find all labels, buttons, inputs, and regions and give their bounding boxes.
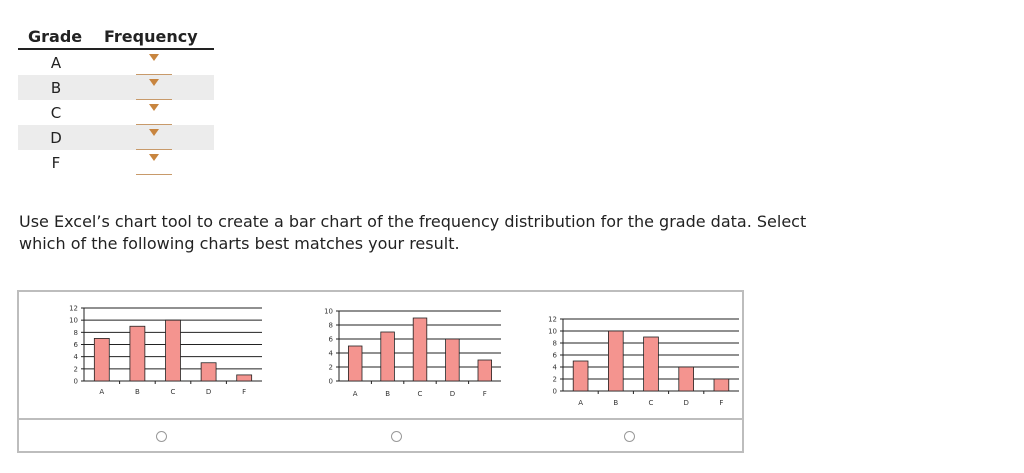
y-tick-label: 8 (328, 321, 333, 330)
x-tick-label: D (683, 399, 689, 407)
choice-3-radio[interactable] (624, 431, 635, 442)
bar (381, 332, 395, 381)
y-tick-label: 2 (328, 363, 333, 372)
bar (679, 367, 694, 391)
x-tick-label: D (449, 390, 456, 398)
bar (237, 375, 252, 381)
bar (478, 360, 492, 381)
y-tick-label: 6 (73, 341, 78, 349)
radio-options-row (19, 420, 742, 451)
dropdown-arrow-icon (149, 79, 159, 86)
grade-label: D (50, 129, 62, 147)
choice-2-radio[interactable] (391, 431, 402, 442)
y-tick-label: 2 (73, 365, 78, 374)
bar (130, 326, 145, 381)
x-tick-label: F (482, 390, 487, 398)
y-tick-label: 0 (328, 377, 333, 386)
chart-option-3 (495, 292, 740, 418)
bar (348, 346, 362, 381)
x-tick-label: C (417, 390, 423, 398)
x-tick-label: B (613, 399, 619, 407)
frequency-table (18, 26, 214, 175)
bar (608, 331, 623, 391)
y-tick-label: 10 (324, 307, 333, 316)
x-tick-label: D (205, 388, 212, 396)
chart-options-row (19, 292, 742, 420)
grade-column-header: Grade (28, 27, 83, 46)
chart-option-1 (19, 292, 264, 418)
bar (573, 361, 588, 391)
y-tick-label: 4 (328, 349, 333, 358)
dropdown-arrow-icon (149, 104, 159, 111)
bar (714, 379, 729, 391)
y-tick-label: 4 (552, 363, 557, 372)
y-tick-label: 4 (73, 353, 78, 362)
x-tick-label: F (719, 399, 724, 407)
frequency-column-header: Frequency (104, 27, 198, 46)
dropdown-arrow-icon (149, 129, 159, 136)
table-row (18, 75, 214, 100)
dropdown-arrow-icon (149, 154, 159, 161)
frequency-dropdown-d[interactable] (136, 125, 172, 150)
y-tick-label: 10 (69, 316, 78, 325)
grade-label: C (50, 104, 62, 122)
bar (446, 339, 460, 381)
table-row (18, 125, 214, 150)
grade-label: B (50, 79, 62, 97)
grade-label: F (51, 154, 61, 172)
x-tick-label: B (134, 388, 140, 396)
question-text (19, 211, 919, 255)
y-tick-label: 8 (73, 328, 78, 337)
bar (201, 363, 216, 381)
bar (644, 337, 659, 391)
y-tick-label: 8 (552, 339, 557, 348)
question-line-1: Use Excel’s chart tool to create a bar chart of the frequency distribution for the grade data. Select (19, 212, 807, 231)
y-tick-label: 10 (548, 327, 557, 336)
x-tick-label: A (578, 399, 583, 407)
y-tick-label: 6 (552, 351, 557, 360)
dropdown-arrow-icon (149, 54, 159, 61)
y-tick-label: 12 (548, 315, 557, 324)
x-tick-label: A (352, 390, 358, 398)
bar (413, 318, 427, 381)
bar (94, 338, 109, 381)
x-tick-label: B (385, 390, 391, 398)
answer-choices (17, 290, 744, 453)
x-tick-label: C (170, 388, 176, 396)
y-tick-label: 0 (552, 387, 557, 396)
table-row (18, 100, 214, 125)
table-header (18, 26, 214, 50)
y-tick-label: 6 (328, 335, 333, 344)
x-tick-label: C (648, 399, 654, 407)
y-tick-label: 0 (73, 377, 78, 386)
x-tick-label: A (99, 388, 105, 396)
table-row (18, 50, 214, 75)
frequency-dropdown-b[interactable] (136, 75, 172, 100)
table-row (18, 150, 214, 175)
frequency-dropdown-a[interactable] (136, 50, 172, 75)
x-tick-label: F (242, 388, 247, 396)
chart-option-2 (257, 292, 502, 418)
y-tick-label: 2 (552, 375, 557, 384)
bar (166, 320, 181, 381)
choice-1-radio[interactable] (156, 431, 167, 442)
frequency-dropdown-f[interactable] (136, 150, 172, 175)
question-line-2: which of the following charts best matches your result. (19, 234, 460, 253)
frequency-dropdown-c[interactable] (136, 100, 172, 125)
grade-label: A (50, 54, 62, 72)
y-tick-label: 12 (69, 304, 78, 313)
